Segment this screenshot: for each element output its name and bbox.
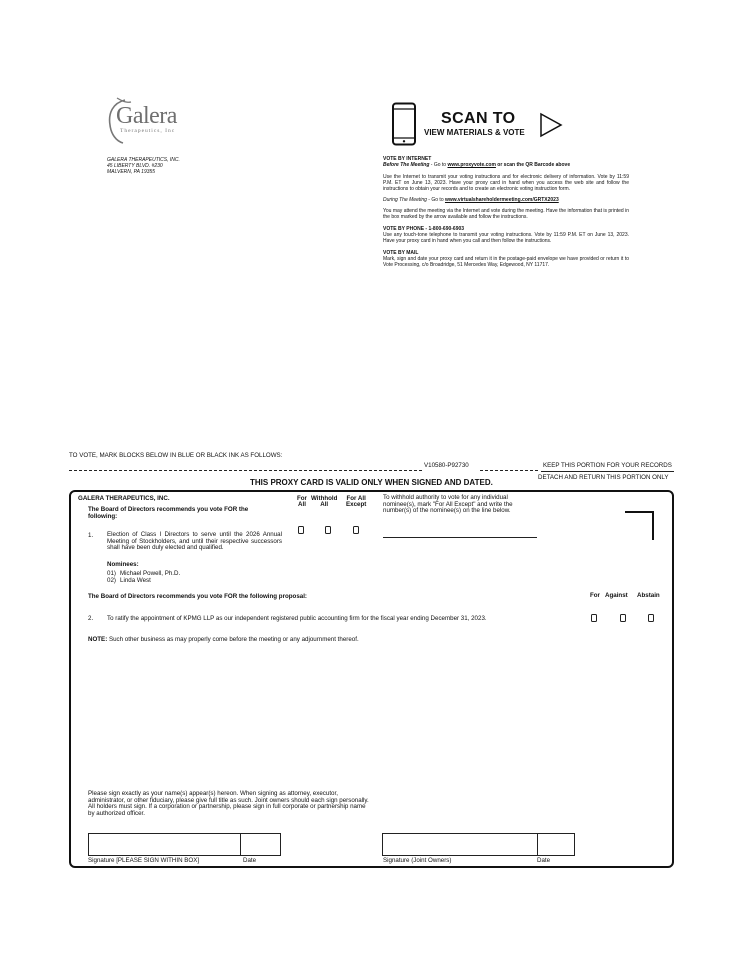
- phone-heading: VOTE BY PHONE - 1-800-690-6903: [383, 226, 465, 232]
- corner-mark: [625, 511, 654, 540]
- withhold-all-checkbox[interactable]: [325, 526, 331, 534]
- date-box[interactable]: [240, 833, 281, 856]
- arrow-icon: [538, 112, 564, 138]
- item-1-text: Election of Class I Directors to serve until the 2026 Annual Meeting of Stockholders, and until their respective successors shall have been duly elected and qualified.: [107, 531, 282, 552]
- nominees-label: Nominees:: [107, 561, 139, 568]
- nominee-item: [107, 578, 180, 585]
- item-1-number: 1.: [88, 532, 94, 539]
- col-for-all-line1: For: [297, 495, 307, 502]
- board-recommendation-1: The Board of Directors recommends you vote FOR the following:: [88, 506, 249, 520]
- internet-heading: VOTE BY INTERNET: [383, 156, 432, 162]
- mark-blocks-instruction: TO VOTE, MARK BLOCKS BELOW IN BLUE OR BLACK INK AS FOLLOWS:: [69, 452, 283, 459]
- note-text: Such other business as may properly come before the meeting or any adjournment thereof.: [107, 636, 359, 643]
- detach-underline: [541, 471, 674, 472]
- address-line: MALVERN, PA 19355: [107, 169, 156, 175]
- proxyvote-link[interactable]: www.proxyvote.com: [447, 162, 496, 168]
- col-except-line2: Except: [346, 501, 367, 509]
- nominee-num: 01): [107, 570, 116, 577]
- logo-name: Galera: [116, 103, 177, 129]
- item-2-for-checkbox[interactable]: [591, 614, 597, 622]
- detach-dashed-line: [69, 470, 422, 471]
- scan-title: SCAN TO: [441, 110, 516, 127]
- col-for-all: [297, 496, 307, 509]
- control-code: V10580-P92730: [424, 462, 469, 469]
- col-except-line1: For All: [346, 495, 366, 502]
- col-for-all-except: [346, 496, 366, 509]
- company-logo: [105, 97, 195, 147]
- date-label: Date: [243, 857, 257, 864]
- phone-paragraph: Use any touch-tone telephone to transmit your voting instructions. Vote by 11:59 P.M. ET on June 13, 2023. Have your proxy card in hand when you call and then follow the instructions.: [383, 232, 629, 244]
- during-meeting-line: [383, 197, 629, 203]
- nominee-exception-line[interactable]: [383, 537, 537, 538]
- col-withhold-all: [311, 496, 337, 509]
- board-recommendation-2: The Board of Directors recommends you vote FOR the following proposal:: [88, 593, 307, 600]
- voting-instructions: [383, 156, 629, 268]
- logo-subtitle: Therapeutics, Inc: [120, 128, 176, 134]
- for-all-checkbox[interactable]: [298, 526, 304, 534]
- address-line: 45 LIBERTY BLVD. #230: [107, 163, 163, 169]
- col-withhold-line2: All: [320, 501, 329, 509]
- detach-portion: DETACH AND RETURN THIS PORTION ONLY: [538, 474, 669, 481]
- col-for: For: [590, 592, 600, 599]
- item-2-against-checkbox[interactable]: [620, 614, 626, 622]
- signing-instructions: Please sign exactly as your name(s) appear(s) hereon. When signing as attorney, executor, administrator, or other fiduciary, please give full title as such. Joint owners should each sign personally. All holders must sign. If a corporation or partnership, please sign in full corporate or partnership name by authorized officer.: [88, 790, 369, 817]
- detach-dashed-line-2: [480, 470, 538, 471]
- internet-paragraph: Use the Internet to transmit your voting instructions and for electronic delivery of information. Vote by 11:59 P.M. ET on June 13, 2023. Have your proxy card in hand when you access the web site and follow the instructions to obtain your records and to create an electronic voting instruction form.: [383, 174, 629, 192]
- scan-subtitle: VIEW MATERIALS & VOTE: [424, 128, 525, 137]
- col-against: Against: [605, 592, 628, 599]
- during-label: During The Meeting: [383, 197, 427, 203]
- signature-box[interactable]: [88, 833, 241, 856]
- card-company-name: GALERA THERAPEUTICS, INC.: [78, 495, 170, 502]
- col-for-all-line2: All: [298, 501, 306, 509]
- company-address: [107, 157, 180, 175]
- valid-notice: THIS PROXY CARD IS VALID ONLY WHEN SIGNED AND DATED.: [250, 478, 493, 487]
- withhold-instruction: To withhold authority to vote for any individual nominee(s), mark "For All Except" and write the number(s) of the nominee(s) on the line below.: [383, 494, 513, 515]
- before-text: - Go to: [429, 162, 448, 168]
- item-2-abstain-checkbox[interactable]: [648, 614, 654, 622]
- phone-icon: [391, 102, 417, 146]
- keep-portion: KEEP THIS PORTION FOR YOUR RECORDS: [543, 462, 672, 469]
- for-all-except-checkbox[interactable]: [353, 526, 359, 534]
- mail-paragraph: Mark, sign and date your proxy card and return it in the postage-paid envelope we have provided or return it to Vote Processing, c/o Broadridge, 51 Mercedes Way, Edgewood, NY 11717.: [383, 256, 629, 268]
- note-label: NOTE:: [88, 636, 108, 643]
- joint-signature-label: Signature (Joint Owners): [383, 857, 452, 864]
- nominee-num: 02): [107, 576, 116, 584]
- before-meeting-line: [383, 162, 629, 168]
- during-text: - Go to: [426, 197, 445, 203]
- nominee-name: Michael Powell, Ph.D.: [120, 570, 181, 577]
- item-2-number: 2.: [88, 615, 94, 622]
- col-withhold-line1: Withhold: [311, 495, 338, 502]
- signature-label: Signature [PLEASE SIGN WITHIN BOX]: [88, 857, 200, 864]
- during-paragraph: You may attend the meeting via the Internet and vote during the meeting. Have the information that is printed in the box marked by the arrow available and follow the instructions.: [383, 208, 629, 220]
- before-text-2: or scan the QR Barcode above: [495, 162, 571, 168]
- address-line: GALERA THERAPEUTICS, INC.: [107, 157, 180, 163]
- nominee-name: Linda West: [120, 576, 151, 584]
- before-label: Before The Meeting: [383, 162, 430, 168]
- mail-heading: VOTE BY MAIL: [383, 250, 419, 256]
- joint-signature-box[interactable]: [382, 833, 538, 856]
- virtual-meeting-link[interactable]: www.virtualshareholdermeeting.com/GRTX2023: [444, 197, 559, 203]
- joint-date-label: Date: [537, 857, 551, 864]
- joint-date-box[interactable]: [537, 833, 575, 856]
- item-2-text: To ratify the appointment of KPMG LLP as our independent registered public accounting firm for the fiscal year ending December 31, 2023.: [107, 615, 487, 622]
- nominee-list: [107, 571, 180, 584]
- note: [88, 636, 359, 643]
- col-abstain: Abstain: [637, 592, 660, 599]
